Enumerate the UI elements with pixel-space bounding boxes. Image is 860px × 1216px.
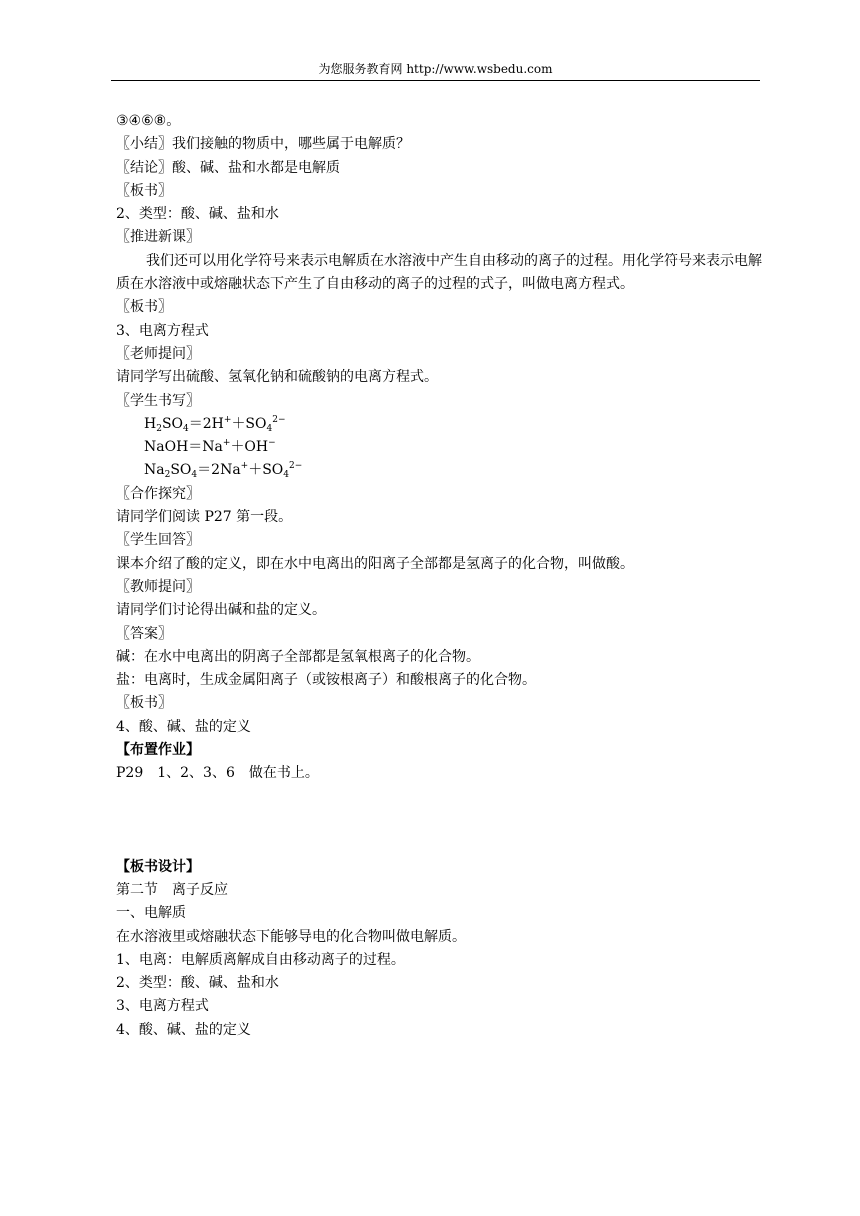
text-line: 请同学写出硫酸、氢氧化钠和硫酸钠的电离方程式。 <box>116 369 438 386</box>
text-line: 4、酸、碱、盐的定义 <box>116 718 251 735</box>
eq-superscript: − <box>268 438 276 449</box>
eq-text: Na <box>144 462 165 479</box>
blank-space <box>116 786 762 856</box>
board-design-line: 第二节 离子反应 <box>116 881 228 898</box>
eq-subscript: 2 <box>156 423 162 434</box>
eq-text: SO <box>161 415 184 432</box>
text-line: 3、电离方程式 <box>116 322 209 339</box>
section-heading: 〖学生书写〗 <box>116 392 200 409</box>
text-line: 课本介绍了酸的定义，即在水中电离出的阳离子全部都是氢离子的化合物，叫做酸。 <box>116 555 634 572</box>
eq-superscript: 2− <box>272 414 286 425</box>
eq-text: ＋SO <box>248 462 284 479</box>
section-heading: 〖老师提问〗 <box>116 345 200 362</box>
board-design-line: 2、类型：酸、碱、盐和水 <box>116 975 279 992</box>
eq-text: ＋SO <box>231 415 267 432</box>
text-line: 盐：电离时，生成金属阳离子（或铵根离子）和酸根离子的化合物。 <box>116 672 536 689</box>
board-heading: 〖板书〗 <box>116 695 172 712</box>
conclusion-line: 〖结论〗酸、碱、盐和水都是电解质 <box>116 159 340 176</box>
eq-superscript: + <box>222 438 231 449</box>
board-heading: 〖板书〗 <box>116 299 172 316</box>
section-heading: 〖教师提问〗 <box>116 578 200 595</box>
section-heading: 〖学生回答〗 <box>116 532 200 549</box>
board-design-line: 一、电解质 <box>116 905 186 922</box>
eq-subscript: 4 <box>183 423 189 434</box>
board-design-line: 在水溶液里或熔融状态下能够导电的化合物叫做电解质。 <box>116 928 466 945</box>
eq-superscript: + <box>223 414 232 425</box>
page-header: 为您服务教育网 http://www.wsbedu.com <box>318 62 553 76</box>
board-design-line: 4、酸、碱、盐的定义 <box>116 1021 251 1038</box>
section-heading: 〖合作探究〗 <box>116 485 200 502</box>
board-heading: 〖板书〗 <box>116 182 172 199</box>
text-line: ③④⑥⑧。 <box>116 113 181 129</box>
text-line: 请同学们阅读 P27 第一段。 <box>116 509 293 526</box>
eq-text: ＋OH <box>230 439 269 456</box>
text-line: 请同学们讨论得出碱和盐的定义。 <box>116 602 326 619</box>
text-line: 2、类型：酸、碱、盐和水 <box>116 206 279 223</box>
section-heading: 〖答案〗 <box>116 625 172 642</box>
section-heading: 〖推进新课〗 <box>116 229 200 246</box>
text-line: 碱：在水中电离出的阴离子全部都是氢氧根离子的化合物。 <box>116 648 480 665</box>
eq-text: H <box>144 415 157 432</box>
header-rule <box>111 80 760 81</box>
eq-subscript: 4 <box>191 470 198 481</box>
homework-heading: 【布置作业】 <box>116 742 200 759</box>
eq-superscript: 2− <box>289 461 303 472</box>
eq-text: SO <box>170 462 192 479</box>
equation-sodium-hydroxide <box>116 436 762 459</box>
eq-subscript: 4 <box>266 423 273 434</box>
eq-text: ＝2H <box>188 415 224 432</box>
board-design-line: 1、电离：电解质离解成自由移动离子的过程。 <box>116 951 405 968</box>
eq-text: ＝2Na <box>197 462 241 479</box>
board-design-line: 3、电离方程式 <box>116 998 209 1015</box>
homework-text: P29 1、2、3、6 做在书上。 <box>116 765 319 782</box>
eq-subscript: 2 <box>164 470 171 481</box>
eq-superscript: + <box>240 461 249 472</box>
summary-line: 〖小结〗我们接触的物质中，哪些属于电解质？ <box>116 136 410 153</box>
equation-sulfuric-acid <box>116 413 762 436</box>
equation-sodium-sulfate <box>116 459 762 482</box>
eq-subscript: 4 <box>283 470 290 481</box>
document-body <box>116 110 762 1042</box>
eq-text: NaOH＝Na <box>144 439 223 456</box>
paragraph: 我们还可以用化学符号来表示电解质在水溶液中产生自由移动的离子的过程。用化学符号来表示电解质在水溶液中或熔融状态下产生了自由移动的离子的过程的式子，叫做电离方程式。 <box>116 252 762 293</box>
board-design-title: 【板书设计】 <box>116 858 200 875</box>
